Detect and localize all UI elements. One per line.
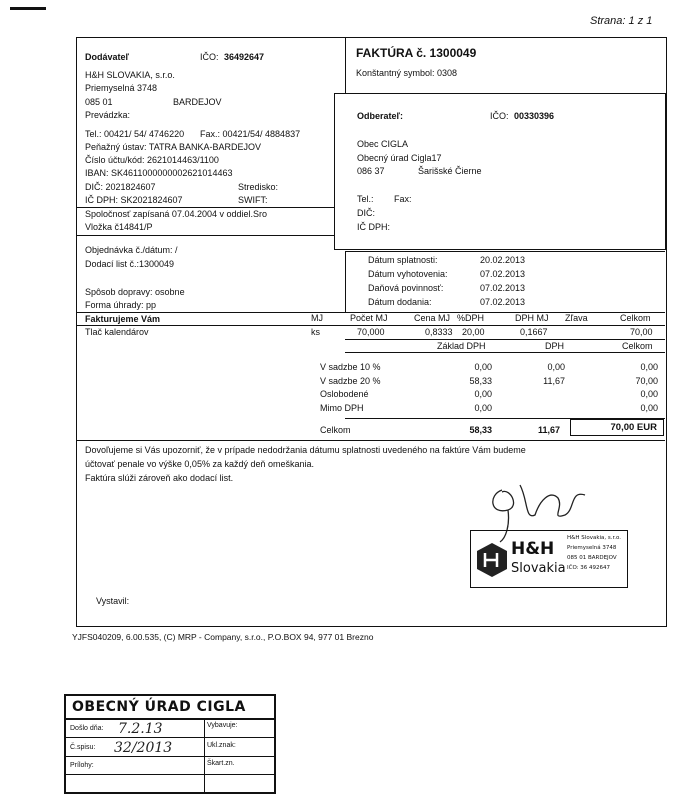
supplier-registry-2: Vložka č14841/P [85, 222, 153, 232]
summary-header-top-line [345, 339, 665, 340]
item-price: 0,8333 [425, 327, 453, 337]
invoice-title: FAKTÚRA č. 1300049 [356, 46, 477, 60]
customer-zip: 086 37 [357, 166, 385, 176]
customer-tel: Tel.: [357, 194, 374, 204]
office-stamp-row-3 [66, 774, 274, 775]
company-logo-top: H&H [511, 539, 555, 559]
summary-total: 0,00 [640, 389, 658, 399]
registry-top-line [76, 207, 334, 208]
office-stamp-row-1 [66, 737, 274, 738]
summary-base: 0,00 [474, 402, 492, 413]
shred-label: Škart.zn. [207, 760, 235, 767]
summary-total: 0,00 [640, 362, 658, 372]
dates-top-line [345, 251, 665, 252]
customer-city: Šarišské Čierne [418, 166, 482, 176]
item-total: 70,00 [630, 327, 653, 337]
date-value: 07.02.2013 [480, 283, 526, 293]
summary-col-total: Celkom [622, 341, 653, 351]
summary-total: 0,00 [640, 402, 658, 413]
summary-base: 58,33 [469, 375, 492, 386]
summary-label: Oslobodené [320, 389, 369, 399]
payment-method: Forma úhrady: pp [85, 300, 157, 310]
number-label: Č.spisu: [70, 744, 96, 751]
supplier-bank: Peňažný ústav: TATRA BANKA-BARDEJOV [85, 142, 262, 152]
office-stamp-title-line [66, 718, 274, 720]
col-mj: MJ [311, 313, 323, 323]
customer-icdph: IČ DPH: [357, 222, 391, 232]
date-label: Dátum vyhotovenia: [368, 269, 448, 279]
grand-base: 58,33 [469, 425, 492, 435]
supplier-phone: Tel.: 00421/ 54/ 4746220 [85, 129, 185, 139]
date-value: 07.02.2013 [480, 297, 526, 307]
summary-base: 0,00 [474, 362, 492, 372]
customer-name: Obec CIGLA [357, 139, 409, 149]
summary-base: 0,00 [474, 389, 492, 399]
summary-vat: 0,00 [547, 362, 565, 372]
footer-text: YJFS040209, 6.00.535, (C) MRP - Company, s.r.o., P.O.BOX 94, 977 01 Brezno [72, 632, 374, 642]
supplier-street: Priemyselná 3748 [85, 83, 158, 93]
summary-label: V sadzbe 10 % [320, 362, 381, 372]
supplier-account: Číslo účtu/kód: 2621014463/1100 [85, 155, 219, 165]
customer-fax: Fax: [394, 194, 412, 204]
summary-col-vat: DPH [545, 341, 565, 351]
sign-label: Ukl.znak: [207, 742, 236, 749]
date-value: 20.02.2013 [480, 255, 526, 265]
summary-label: Mimo DPH [320, 402, 364, 413]
summary-header-bottom-line [345, 352, 665, 353]
constant-symbol: Konštantný symbol: 0308 [356, 68, 458, 78]
summary-label: V sadzbe 20 % [320, 375, 381, 386]
office-stamp-title: OBECNÝ ÚRAD CIGLA [72, 699, 246, 715]
order-date: Objednávka č./dátum: / [85, 245, 178, 255]
item-name: Tlač kalendárov [85, 327, 149, 337]
supplier-ico-label: IČO: [200, 52, 219, 62]
office-stamp-row-2 [66, 756, 274, 757]
company-stamp-line-4: IČO: 36 492647 [567, 565, 611, 571]
summary-total: 70,00 [635, 375, 658, 386]
date-label: Dátum splatnosti: [368, 255, 438, 265]
supplier-dic: DIČ: 2021824607 [85, 182, 156, 192]
supplier-iban: IBAN: SK4611000000002621014463 [85, 168, 233, 178]
notice-top-line [76, 440, 665, 441]
received-label: Došlo dňa: [70, 725, 104, 732]
dates-left-line [345, 251, 346, 312]
item-qty: 70,000 [357, 327, 385, 337]
item-vat-mj: 0,1667 [520, 327, 548, 337]
grand-vat: 11,67 [537, 425, 560, 435]
company-stamp [470, 530, 628, 588]
grand-label: Celkom [320, 425, 351, 435]
supplier-zip: 085 01 [85, 97, 113, 107]
received-value: 7.2.13 [118, 721, 163, 737]
supplier-swift: SWIFT: [238, 195, 268, 205]
office-stamp-mid-line [204, 718, 205, 792]
col-discount: Zľava [565, 313, 588, 323]
summary-col-base: Základ DPH [437, 341, 486, 351]
corner-mark [10, 7, 46, 10]
item-mj: ks [311, 327, 320, 337]
handles-label: Vybavuje: [207, 722, 238, 729]
number-value: 32/2013 [114, 740, 173, 756]
items-title: Fakturujeme Vám [85, 314, 161, 324]
customer-ico-label: IČO: [490, 111, 509, 121]
notice-line-3: Faktúra slúži zároveň ako dodací list. [85, 473, 234, 483]
supplier-icdph: IČ DPH: SK2021824607 [85, 195, 183, 205]
customer-ico: 00330396 [514, 111, 555, 121]
header-divider [345, 37, 346, 93]
company-stamp-line-3: 085 01 BARDEJOV [567, 555, 617, 561]
issued-by-label: Vystavil: [96, 596, 130, 606]
notice-line-1: Dovoľujeme si Vás upozorniť, že v prípade nedodržania dátumu splatnosti uvedeného na faktúre Vám budeme [85, 445, 526, 455]
company-logo-bottom: Slovakia [511, 561, 566, 576]
col-vat-mj: DPH MJ [515, 313, 549, 323]
grand-total: 70,00 EUR [610, 422, 657, 433]
company-stamp-line-2: Priemyselná 3748 [567, 545, 617, 551]
col-vat-pct: %DPH [457, 313, 485, 323]
registry-bottom-line [76, 235, 334, 236]
supplier-city: BARDEJOV [173, 97, 222, 107]
attachments-label: Prílohy: [70, 762, 94, 769]
supplier-branch: Prevádzka: [85, 110, 131, 120]
company-stamp-line-1: H&H Slovakia, s.r.o. [567, 535, 622, 541]
supplier-registry-1: Spoločnosť zapísaná 07.04.2004 v oddiel.Sro [85, 209, 268, 219]
office-stamp [64, 694, 276, 794]
items-header-bottom-line [76, 325, 665, 326]
page-number: Strana: 1 z 1 [590, 15, 653, 27]
transport-method: Spôsob dopravy: osobne [85, 287, 185, 297]
notice-line-2: účtovať penale vo výške 0,05% za každý deň omeškania. [85, 459, 315, 469]
company-logo-icon [475, 541, 509, 579]
item-vat-pct: 20,00 [462, 327, 485, 337]
supplier-name: H&H SLOVAKIA, s.r.o. [85, 70, 175, 80]
date-label: Dátum dodania: [368, 297, 432, 307]
col-price: Cena MJ [414, 313, 451, 323]
customer-label: Odberateľ: [357, 111, 403, 121]
col-qty: Počet MJ [350, 313, 388, 323]
customer-dic: DIČ: [357, 208, 375, 218]
summary-vat: 11,67 [543, 375, 565, 386]
supplier-center: Stredisko: [238, 182, 279, 192]
date-value: 07.02.2013 [480, 269, 526, 279]
date-label: Daňová povinnosť: [368, 283, 444, 293]
delivery-note: Dodací list č.:1300049 [85, 259, 175, 269]
customer-office: Obecný úrad Cigla17 [357, 153, 442, 163]
col-total: Celkom [620, 313, 651, 323]
supplier-fax: Fax.: 00421/54/ 4884837 [200, 129, 301, 139]
supplier-label: Dodávateľ [85, 52, 129, 62]
supplier-ico: 36492647 [224, 52, 265, 62]
